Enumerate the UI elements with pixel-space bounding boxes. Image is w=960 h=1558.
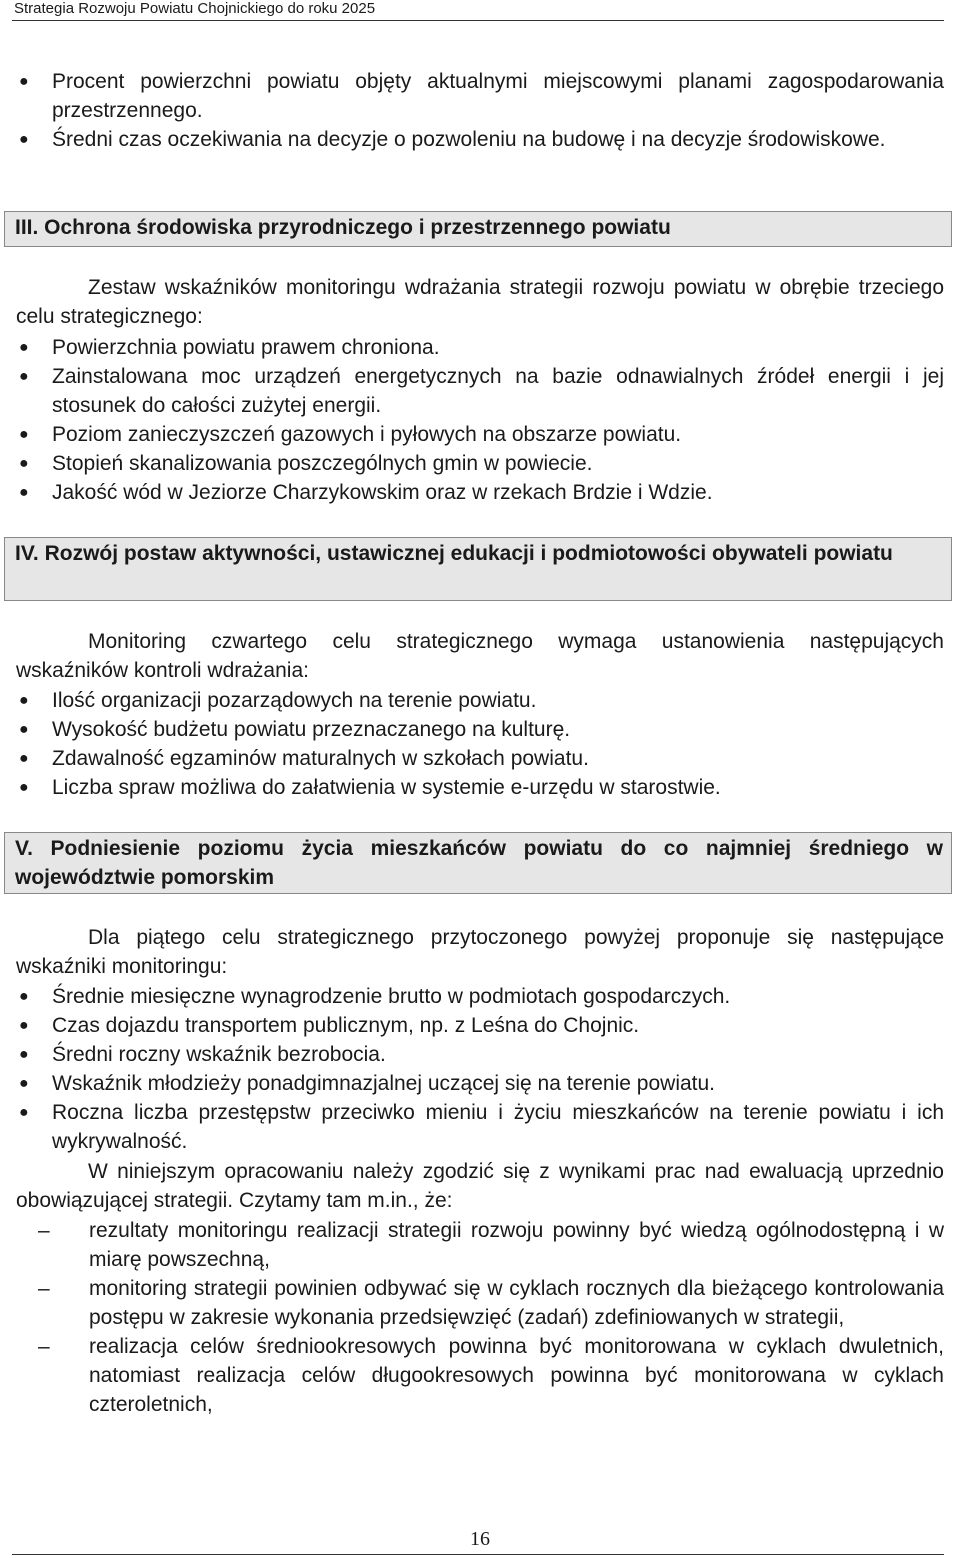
list-item: ● Wysokość budżetu powiatu przeznaczanego na kulturę. — [0, 715, 960, 744]
list-item: ● Ilość organizacji pozarządowych na terenie powiatu. — [0, 686, 960, 715]
section-5-bullet-list — [0, 982, 960, 1156]
running-header: Strategia Rozwoju Powiatu Chojnickiego do roku 2025 — [14, 0, 376, 17]
bullet-icon: ● — [19, 750, 29, 767]
bullet-icon: ● — [19, 1017, 29, 1034]
bullet-icon: ● — [19, 1075, 29, 1092]
list-item: ● Stopień skanalizowania poszczególnych gmin w powiecie. — [0, 449, 960, 478]
bullet-icon: ● — [19, 1104, 29, 1121]
list-item: – monitoring strategii powinien odbywać się w cyklach rocznych dla bieżącego kontrolowania postępu w zakresie wykonania przedsięwzięć (zadań) zdefiniowanych w strategii, — [0, 1274, 960, 1332]
bullet-icon: ● — [19, 484, 29, 501]
dash-icon: – — [38, 1335, 50, 1358]
list-item: ● Poziom zanieczyszczeń gazowych i pyłowych na obszarze powiatu. — [0, 420, 960, 449]
bullet-icon: ● — [19, 692, 29, 709]
section-3-intro: Zestaw wskaźników monitoringu wdrażania strategii rozwoju powiatu w obrębie trzeciego celu strategicznego: — [16, 276, 944, 328]
dash-icon: – — [38, 1277, 50, 1300]
list-item: ● Średni czas oczekiwania na decyzje o pozwoleniu na budowę i na decyzje środowiskowe. — [0, 125, 960, 154]
bullet-icon: ● — [19, 339, 29, 356]
bullet-icon: ● — [19, 131, 29, 148]
section-5-intro: Dla piątego celu strategicznego przytoczonego powyżej proponuje się następujące wskaźniki monitoringu: — [16, 926, 944, 978]
list-item: – realizacja celów średniookresowych powinna być monitorowana w cyklach dwuletnich, natomiast realizacja celów długookresowych powinna być monitorowana w cyklach czteroletnich, — [0, 1332, 960, 1419]
list-item: ● Średnie miesięczne wynagrodzenie brutto w podmiotach gospodarczych. — [0, 982, 960, 1011]
list-item: ● Jakość wód w Jeziorze Charzykowskim oraz w rzekach Brdzie i Wdzie. — [0, 478, 960, 507]
page-number: 16 — [470, 1528, 490, 1550]
footer-rule — [12, 1554, 944, 1555]
list-item: ● Liczba spraw możliwa do załatwienia w systemie e-urzędu w starostwie. — [0, 773, 960, 802]
section-heading-5: V. Podniesienie poziomu życia mieszkańców powiatu do co najmniej średniego w województwie pomorskim — [4, 832, 952, 894]
intro-bullet-list — [0, 67, 960, 154]
list-item: ● Roczna liczba przestępstw przeciwko mieniu i życiu mieszkańców na terenie powiatu i ich wykrywalność. — [0, 1098, 960, 1156]
bullet-icon: ● — [19, 721, 29, 738]
list-item: – rezultaty monitoringu realizacji strategii rozwoju powinny być wiedzą ogólnodostępną i w miarę powszechną, — [0, 1216, 960, 1274]
section-3-bullet-list — [0, 333, 960, 507]
list-item: ● Zdawalność egzaminów maturalnych w szkołach powiatu. — [0, 744, 960, 773]
list-item: ● Powierzchnia powiatu prawem chroniona. — [0, 333, 960, 362]
bullet-icon: ● — [19, 779, 29, 796]
bullet-icon: ● — [19, 426, 29, 443]
dash-icon: – — [38, 1219, 50, 1242]
section-heading-3: III. Ochrona środowiska przyrodniczego i przestrzennego powiatu — [4, 211, 952, 247]
list-item: ● Czas dojazdu transportem publicznym, np. z Leśna do Chojnic. — [0, 1011, 960, 1040]
list-item: ● Wskaźnik młodzieży ponadgimnazjalnej uczącej się na terenie powiatu. — [0, 1069, 960, 1098]
bullet-icon: ● — [19, 1046, 29, 1063]
header-rule — [12, 20, 944, 21]
section-4-bullet-list — [0, 686, 960, 802]
evaluation-dash-list — [0, 1216, 960, 1419]
bullet-icon: ● — [19, 455, 29, 472]
section-heading-4: IV. Rozwój postaw aktywności, ustawicznej edukacji i podmiotowości obywateli powiatu — [4, 537, 952, 601]
closing-paragraph: W niniejszym opracowaniu należy zgodzić się z wynikami prac nad ewaluacją uprzednio obowiązującej strategii. Czytamy tam m.in., że: — [16, 1160, 944, 1212]
list-item: ● Zainstalowana moc urządzeń energetycznych na bazie odnawialnych źródeł energii i jej stosunek do całości zużytej energii. — [0, 362, 960, 420]
section-4-intro: Monitoring czwartego celu strategicznego wymaga ustanowienia następujących wskaźników kontroli wdrażania: — [16, 630, 944, 682]
bullet-icon: ● — [19, 988, 29, 1005]
list-item: ● Średni roczny wskaźnik bezrobocia. — [0, 1040, 960, 1069]
list-item: ● Procent powierzchni powiatu objęty aktualnymi miejscowymi planami zagospodarowania przestrzennego. — [0, 67, 960, 125]
bullet-icon: ● — [19, 73, 29, 90]
bullet-icon: ● — [19, 368, 29, 385]
